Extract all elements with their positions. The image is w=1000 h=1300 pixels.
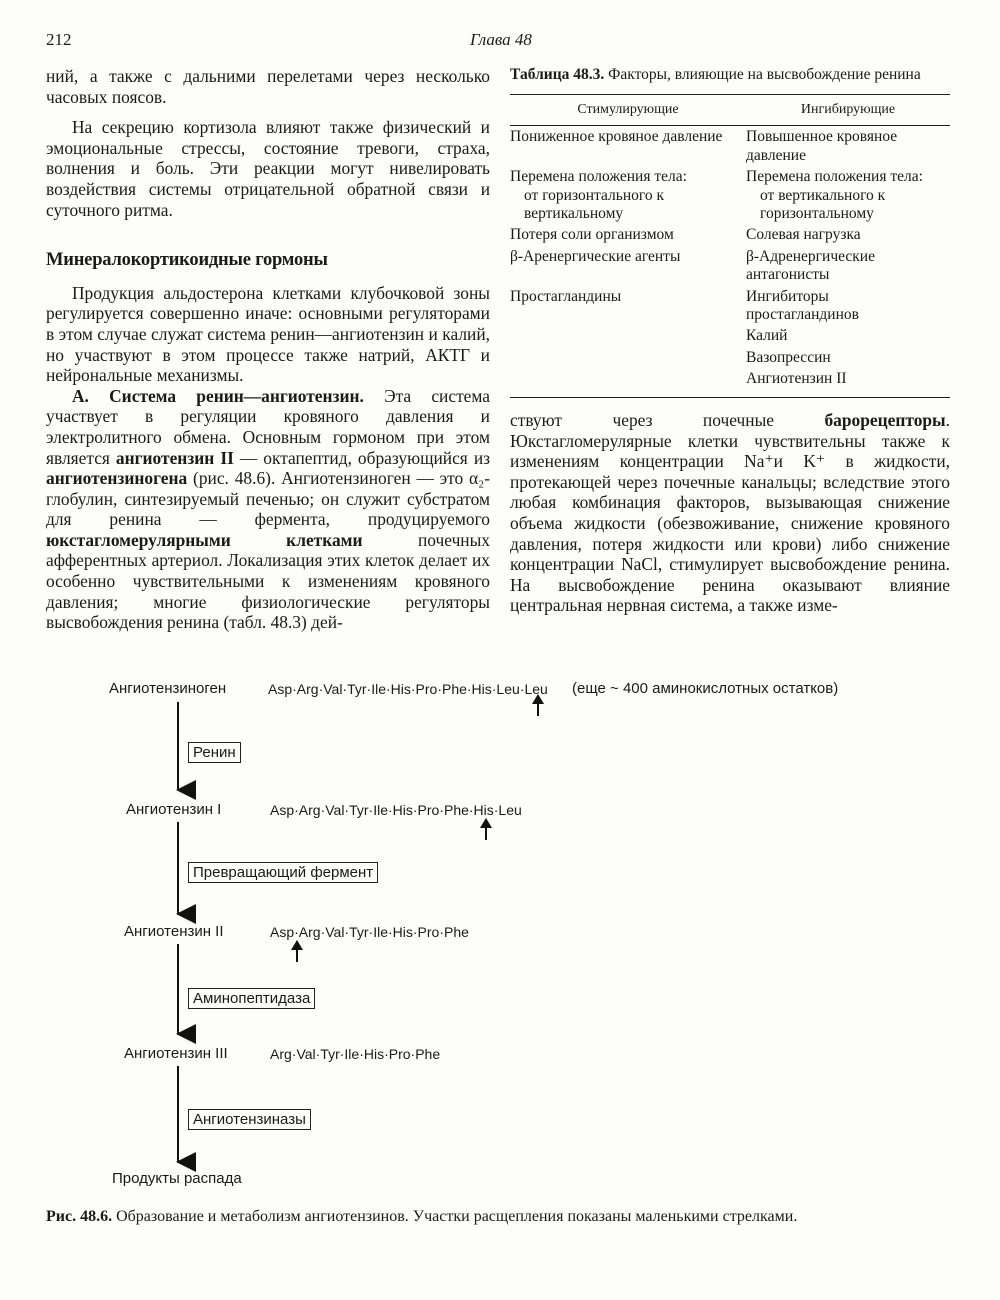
angiotensin-pathway-diagram — [0, 650, 1000, 1210]
cell-stim: Потеря соли организмом — [510, 226, 674, 244]
figure-caption — [46, 1208, 966, 1226]
step-label: Ангиотензин II — [124, 923, 224, 940]
step-label: Ангиотензин I — [126, 801, 222, 818]
table-row — [510, 224, 950, 245]
text-run: почечных афферентных артериол. Локализация этих клеток делает их особенно чувствительными к изменениям кровяного давления; многие физиологические регуляторы высвобождения ренина (табл. 48.3) дей- — [46, 529, 490, 633]
cell-inhib: Солевая нагрузка — [746, 226, 861, 244]
cell-inhib: Калий — [746, 327, 788, 345]
enzyme-box: Превращающий фермент — [188, 862, 378, 883]
figure-caption-text: Образование и метаболизм ангиотензинов. Участки расщепления показаны маленькими стрелками. — [112, 1208, 798, 1225]
renin-factors-table — [510, 66, 950, 398]
step-sequence: Asp·Arg·Val·Tyr·Ile·His·Pro·Phe·His·Leu — [270, 802, 522, 818]
step-sequence: Asp·Arg·Val·Tyr·Ile·His·Pro·Phe — [270, 924, 469, 940]
cell-inhib: Повышенное кровяное давление — [746, 128, 898, 164]
enzyme-box: Ангиотензиназы — [188, 1109, 311, 1130]
left-column — [46, 66, 490, 633]
table-row — [510, 347, 950, 368]
term-angiotensinogen: ангиотензиногена — [46, 468, 188, 489]
cell-stim: Пониженное кровяное давление — [510, 128, 723, 146]
cell-inhib — [746, 166, 950, 224]
figure-caption-label: Рис. 48.6. — [46, 1208, 113, 1225]
cell-stim — [510, 368, 746, 397]
cleavage-arrow — [532, 694, 544, 716]
table-row — [510, 166, 950, 224]
table-caption-label: Таблица 48.3. — [510, 66, 605, 83]
step-label: Ангиотензиноген — [109, 680, 227, 697]
table-row — [510, 325, 950, 346]
paragraph-cortisol-stress: На секрецию кортизола влияют также физический и эмоциональные стрессы, состояние тревоги, страха, волнения и боль. Эти реакции могут нивелировать воздействия системы отрицательной обратной связи и суточного ритма. — [46, 117, 490, 220]
table — [510, 94, 950, 398]
paragraph-renin-angiotensin — [46, 386, 490, 633]
cell-stim-line: от горизонтального к вертикальному — [524, 186, 664, 223]
table-row — [510, 126, 950, 166]
cell-stim — [510, 325, 746, 346]
cell-inhib-line: Перемена положения тела: — [746, 168, 923, 186]
step-sequence-note: (еще ~ 400 аминокислотных остатков) — [572, 680, 839, 697]
col-header-stimulating: Стимулирующие — [510, 95, 746, 126]
text-run: Эта система участвует в регуляции кровяного давления и электролитного обмена. Основным гормоном при этом является — [46, 385, 490, 468]
cell-stim — [510, 347, 746, 368]
page-number: 212 — [46, 30, 72, 49]
term-juxtaglomerular-cells: юкстагломерулярными клетками — [46, 529, 363, 550]
cell-inhib-line: от вертикального к горизонтальному — [760, 186, 886, 223]
paragraph-baroreceptors — [510, 410, 950, 616]
enzyme-box: Аминопептидаза — [188, 988, 315, 1009]
cell-inhib: Ингибиторы простагландинов — [746, 287, 859, 324]
table-caption — [510, 66, 950, 84]
table-caption-text: Факторы, влияющие на высвобождение ренина — [604, 66, 921, 83]
cell-inhib: Вазопрессин — [746, 348, 831, 366]
cell-inhib: Ангиотензин II — [746, 368, 950, 397]
cell-stim: Простагландины — [510, 287, 622, 305]
cell-stim-line: Перемена положения тела: — [510, 168, 687, 186]
paragraph-continuation: ний, а также с дальними перелетами через несколько часовых поясов. — [46, 66, 490, 107]
term-baroreceptors: барорецепторы — [824, 410, 946, 430]
step-sequence: Arg·Val·Tyr·Ile·His·Pro·Phe — [270, 1046, 441, 1062]
table-row — [510, 368, 950, 397]
text-run: . Юкстагломерулярные клетки чувствительны также к изменениям концентрации Na⁺и K⁺ в жидкости, протекающей через почечные канальцы; вследствие этого любая комбинация факторов, вызывающая снижение объема жидкости (обезвоживание, снижение кровяного давления, потеря жидкости или крови) либо снижение концентрации NaCl, стимулирует высвобождение ренина. На высвобождение ренина оказывают влияние центральная нервная система, а также изме- — [510, 410, 950, 616]
section-heading: Минералокортикоидные гормоны — [46, 250, 328, 271]
text-run: ствуют через почечные — [510, 410, 825, 430]
cell-stim — [510, 166, 746, 224]
subsection-lead: А. Система ренин—ангиотензин. — [72, 385, 364, 406]
cleavage-arrow — [291, 940, 303, 962]
table-row — [510, 246, 950, 286]
table-row — [510, 286, 950, 326]
text-run: — октапептид, образующийся из — [233, 447, 490, 468]
paragraph-aldosterone: Продукция альдостерона клетками клубочковой зоны регулируется совершенно иначе: основными регуляторами в этом случае служат система ренин—ангиотензин и калий, но участвуют в этом процессе также натрий, АКТГ и нейрональные механизмы. — [46, 282, 490, 386]
cleavage-arrow — [480, 818, 492, 840]
right-column — [510, 410, 950, 616]
cell-inhib: β-Адренергические антагонисты — [746, 247, 875, 284]
step-label: Ангиотензин III — [124, 1045, 228, 1062]
enzyme-box: Ренин — [188, 742, 241, 763]
chapter-title: Глава 48 — [470, 30, 532, 49]
col-header-inhibiting: Ингибирующие — [746, 95, 950, 126]
step-sequence: Asp·Arg·Val·Tyr·Ile·His·Pro·Phe·His·Leu·Leu — [268, 681, 548, 697]
term-angiotensin-ii: ангиотензин II — [115, 447, 234, 468]
text-run: (рис. 48.6). Ангиотензиноген — это α₂-глобулин, синтезируемый печенью; он служит субстратом для ренина — фермента, продуцируемого — [46, 468, 490, 530]
cell-stim: β-Аренергические агенты — [510, 247, 681, 265]
step-label: Продукты распада — [112, 1170, 242, 1187]
